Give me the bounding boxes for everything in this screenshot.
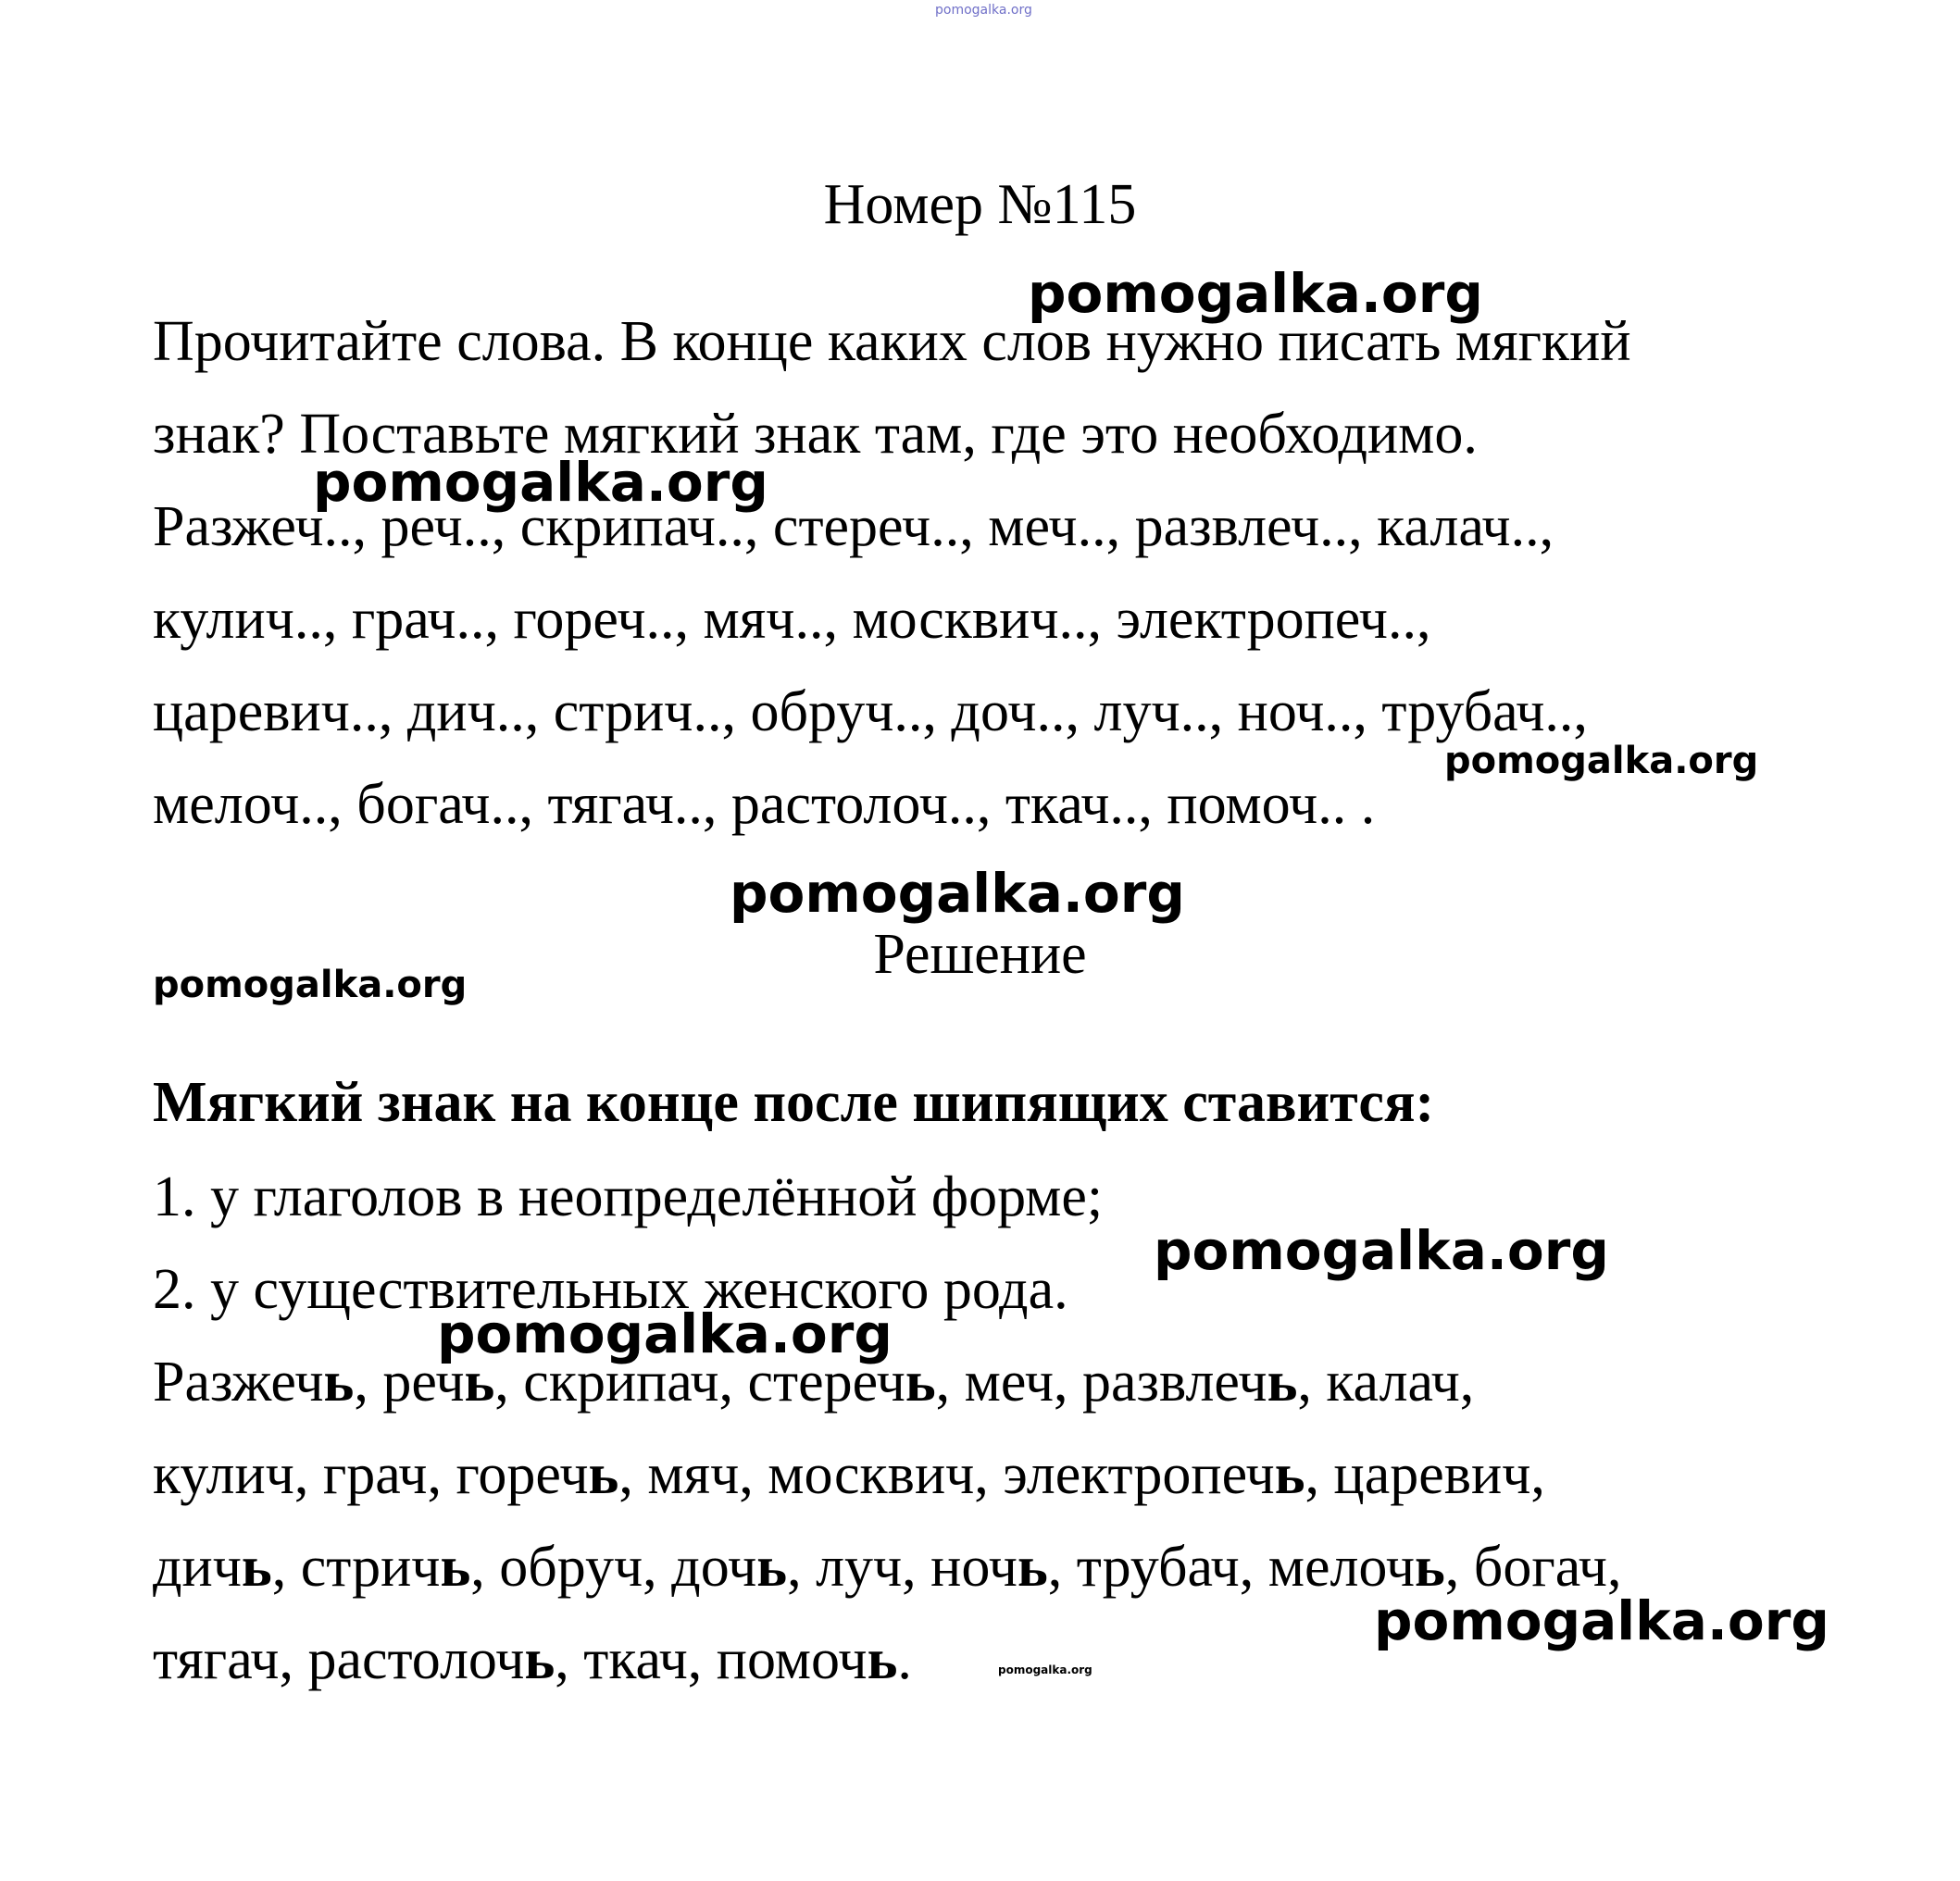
soft-sign: ь — [867, 1628, 898, 1691]
answer-part: кулич, грач, гореч — [153, 1443, 589, 1506]
watermark: pomogalka.org — [1154, 1219, 1609, 1282]
rule-item-2: 2. у существительных женского рода. — [153, 1258, 1068, 1321]
task-line-5: царевич.., дич.., стрич.., обруч.., доч.., луч.., ноч.., трубач.., — [153, 680, 1588, 743]
answer-line-4 — [153, 1628, 912, 1691]
rule-title: Мягкий знак на конце после шипящих ставится: — [153, 1071, 1435, 1134]
answer-part: , скрипач, стереч — [494, 1351, 905, 1414]
watermark: pomogalka.org — [730, 862, 1185, 925]
soft-sign: ь — [1267, 1351, 1298, 1414]
watermark-top: pomogalka.org — [935, 3, 1032, 18]
soft-sign: ь — [464, 1351, 495, 1414]
soft-sign: ь — [905, 1351, 936, 1414]
answer-part: , мяч, москвич, электропеч — [618, 1443, 1275, 1506]
answer-part: дич — [153, 1536, 242, 1599]
answer-part: , царевич, — [1305, 1443, 1545, 1506]
answer-line-3 — [153, 1536, 1622, 1599]
answer-part: , обруч, доч — [470, 1536, 757, 1599]
watermark: pomogalka.org — [998, 1663, 1092, 1676]
task-line-2: знак? Поставьте мягкий знак там, где это необходимо. — [153, 403, 1478, 466]
answer-part: , богач, — [1444, 1536, 1622, 1599]
task-line-4: кулич.., грач.., гореч.., мяч.., москвич.., электропеч.., — [153, 588, 1431, 651]
soft-sign: ь — [1415, 1536, 1445, 1599]
answer-part: , калач, — [1297, 1351, 1475, 1414]
answer-part: , меч, развлеч — [935, 1351, 1267, 1414]
answer-part: , трубач, мелоч — [1047, 1536, 1415, 1599]
task-line-6: мелоч.., богач.., тягач.., растолоч.., ткач.., помоч.. . — [153, 773, 1376, 836]
answer-part: тягач, растолоч — [153, 1628, 525, 1691]
soft-sign: ь — [1274, 1443, 1305, 1506]
answer-part: Разжеч — [153, 1351, 324, 1414]
watermark: pomogalka.org — [1444, 740, 1759, 782]
soft-sign: ь — [756, 1536, 788, 1599]
solution-heading: Решение — [873, 923, 1087, 986]
answer-part: . — [897, 1628, 912, 1691]
soft-sign: ь — [323, 1351, 355, 1414]
task-line-3: Разжеч.., реч.., скрипач.., стереч.., меч.., развлеч.., калач.., — [153, 495, 1554, 558]
answer-part: , луч, ноч — [787, 1536, 1017, 1599]
rule-item-1: 1. у глаголов в неопределённой форме; — [153, 1165, 1104, 1228]
answer-part: , ткач, помоч — [555, 1628, 868, 1691]
answer-part: , реч — [354, 1351, 465, 1414]
watermark: pomogalka.org — [1374, 1589, 1829, 1652]
watermark: pomogalka.org — [1028, 262, 1483, 325]
answer-line-2 — [153, 1443, 1545, 1506]
soft-sign: ь — [241, 1536, 272, 1599]
watermark: pomogalka.org — [153, 964, 468, 1006]
soft-sign: ь — [524, 1628, 556, 1691]
soft-sign: ь — [588, 1443, 619, 1506]
answer-part: , стрич — [271, 1536, 441, 1599]
task-line-1: Прочитайте слова. В конце каких слов нужно писать мягкий — [153, 310, 1631, 373]
task-title: Номер №115 — [823, 173, 1137, 236]
soft-sign: ь — [440, 1536, 471, 1599]
watermark: pomogalka.org — [313, 451, 768, 514]
soft-sign: ь — [1017, 1536, 1048, 1599]
watermark: pomogalka.org — [437, 1302, 893, 1365]
